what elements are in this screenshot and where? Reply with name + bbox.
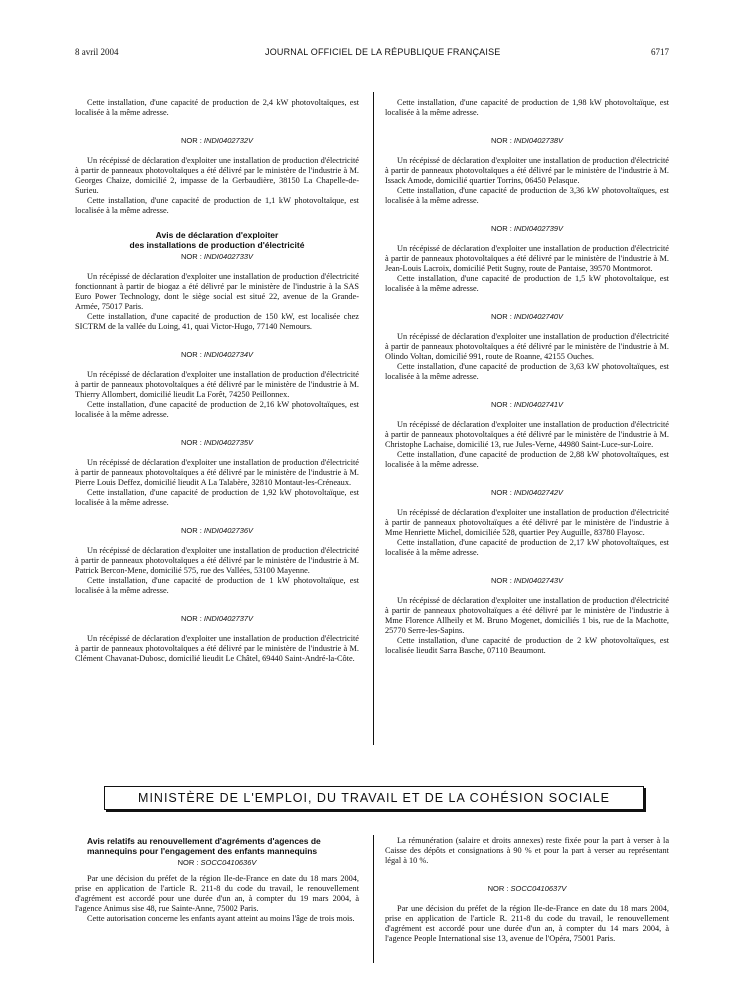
paragraph: Cette installation, d'une capacité de production de 2,16 kW photovoltaïques, est localisée à la même adresse. xyxy=(75,400,359,419)
paragraph: Un récépissé de déclaration d'exploiter une installation de production d'électricité à partir de panneaux photovoltaïques a été délivré par le ministère de l'industrie à M. Jean-Louis Lacroix, domicilié Petit Sugny, route de Pantaise, 39570 Montmorot. xyxy=(385,244,669,273)
nor-reference: NOR : INDI0402732V xyxy=(180,136,254,145)
paragraph: Cette installation, d'une capacité de production de 1 kW photovoltaïque, est localisée à la même adresse. xyxy=(75,576,359,595)
nor-reference: NOR : INDI0402737V xyxy=(180,614,254,623)
nor-reference: NOR : INDI0402736V xyxy=(180,526,254,535)
page-number: 6717 xyxy=(651,47,669,57)
lower-left-column xyxy=(75,836,359,924)
paragraph: Un récépissé de déclaration d'exploiter une installation de production d'électricité à partir de panneaux photovoltaïques a été délivré par le ministère de l'industrie à M. Pierre Louis Deffez, domicilié lieudit A La Talabère, 32810 Montaut-les-Créneaux. xyxy=(75,458,359,487)
paragraph: Cette installation, d'une capacité de production de 2,88 kW photovoltaïques, est localisée à la même adresse. xyxy=(385,450,669,469)
paragraph: Un récépissé de déclaration d'exploiter une installation de production d'électricité à partir de panneaux photovoltaïques a été délivré par le ministère de l'industrie à M. Christophe Lachaise, domicilié 13, rue Jules-Verne, 44980 Saint-Luce-sur-Loire. xyxy=(385,420,669,449)
nor-reference: NOR : INDI0402739V xyxy=(490,224,564,233)
lower-right-column xyxy=(385,836,669,944)
section-title: Avis relatifs au renouvellement d'agréments d'agences de mannequins pour l'engagement des enfants mannequins xyxy=(87,836,321,856)
paragraph: Un récépissé de déclaration d'exploiter une installation de production d'électricité à partir de panneaux photovoltaïques a été délivré par le ministère de l'industrie à M. Issack Amode, domicilié quartier Torrins, 06450 Pelasque. xyxy=(385,156,669,185)
paragraph: Un récépissé de déclaration d'exploiter une installation de production d'électricité à partir de panneaux photovoltaïques a été délivré par le ministère de l'industrie à M. Patrick Bercon-Mene, domicilié 575, rue des Vallées, 53100 Mayenne. xyxy=(75,546,359,575)
paragraph: Cette installation, d'une capacité de production de 1,92 kW photovoltaïque, est localisée à la même adresse. xyxy=(75,488,359,507)
paragraph: Cette installation, d'une capacité de production de 2,4 kW photovoltaïques, est localisée à la même adresse. xyxy=(75,98,359,117)
nor-reference: NOR : INDI0402735V xyxy=(180,438,254,447)
paragraph: Cette installation, d'une capacité de production de 3,63 kW photovoltaïques, est localisée à la même adresse. xyxy=(385,362,669,381)
left-column xyxy=(75,98,359,664)
paragraph: La rémunération (salaire et droits annexes) reste fixée pour la part à verser à la Caisse des dépôts et consignations à 90 % et pour la part à verser au représentant légal à 10 %. xyxy=(385,836,669,865)
issue-date: 8 avril 2004 xyxy=(75,47,119,57)
right-column xyxy=(385,98,669,656)
journal-title: JOURNAL OFFICIEL DE LA RÉPUBLIQUE FRANÇAISE xyxy=(265,47,501,57)
paragraph: Cette installation, d'une capacité de production de 1,1 kW photovoltaïque, est localisée à la même adresse. xyxy=(75,196,359,215)
paragraph: Cette autorisation concerne les enfants ayant atteint au moins l'âge de trois mois. xyxy=(87,914,355,923)
paragraph: Cette installation, d'une capacité de production de 1,5 kW photovoltaïque, est localisée à la même adresse. xyxy=(385,274,669,293)
paragraph: Cette installation, d'une capacité de production de 2,17 kW photovoltaïques, est localisée à la même adresse. xyxy=(385,538,669,557)
paragraph: Un récépissé de déclaration d'exploiter une installation de production d'électricité à partir de panneaux photovoltaïques a été délivré par le ministère de l'industrie à Mme Florence Allheily et M. Bruno Mogenet, domiciliés 1 bis, rue de la Machotte, 25770 Serre-les-Sapins. xyxy=(385,596,669,635)
nor-reference: NOR : INDI0402738V xyxy=(490,136,564,145)
nor-reference: NOR : INDI0402743V xyxy=(490,576,564,585)
ministry-banner: MINISTÈRE DE L'EMPLOI, DU TRAVAIL ET DE LA COHÉSION SOCIALE xyxy=(104,786,644,810)
nor-reference: NOR : INDI0402734V xyxy=(180,350,254,359)
paragraph: Un récépissé de déclaration d'exploiter une installation de production d'électricité à partir de panneaux photovoltaïques a été délivré par le ministère de l'industrie à Mme Henriette Michel, domiciliée 528, quartier Pey Auguille, 83780 Flayosc. xyxy=(385,508,669,537)
paragraph: Un récépissé de déclaration d'exploiter une installation de production d'électricité à partir de panneaux photovoltaïques a été délivré par le ministère de l'industrie à M. Georges Chaize, domicilié 2, impasse de la Gerbaudière, 38150 La Chapelle-de-Surieu. xyxy=(75,156,359,195)
paragraph: Un récépissé de déclaration d'exploiter une installation de production d'électricité à partir de panneaux photovoltaïques a été délivré par le ministère de l'industrie à M. Clément Chavanat-Dubosc, domicilié lieudit Le Châtel, 69440 Saint-André-la-Côte. xyxy=(75,634,359,663)
column-divider-top xyxy=(373,92,374,745)
paragraph: Par une décision du préfet de la région Ile-de-France en date du 18 mars 2004, prise en application de l'article R. 211-8 du code du travail, le renouvellement d'agrément est accordé pour une durée d'un an, à compter du 14 mars 2004, à l'agence People International sise 13, avenue de l'Opéra, 75001 Paris. xyxy=(385,904,669,943)
paragraph: Cette installation, d'une capacité de production de 2 kW photovoltaïques, est localisée lieudit Sarra Basche, 07110 Beaumont. xyxy=(385,636,669,655)
nor-reference: NOR : INDI0402742V xyxy=(490,488,564,497)
column-divider-bottom xyxy=(373,835,374,963)
nor-reference: NOR : SOCC0410637V xyxy=(487,884,567,893)
paragraph: Cette installation, d'une capacité de production de 3,36 kW photovoltaïques, est localisée à la même adresse. xyxy=(385,186,669,205)
section-title: Avis de déclaration d'exploiter des installations de production d'électricité xyxy=(129,230,305,250)
paragraph: Cette installation, d'une capacité de production de 1,98 kW photovoltaïque, est localisée à la même adresse. xyxy=(385,98,669,117)
paragraph: Un récépissé de déclaration d'exploiter une installation de production d'électricité à partir de panneaux photovoltaïques a été délivré par le ministère de l'industrie à M. Olindo Voltan, domicilié 991, route de Roanne, 42155 Ouches. xyxy=(385,332,669,361)
nor-reference: NOR : INDI0402741V xyxy=(490,400,564,409)
paragraph: Un récépissé de déclaration d'exploiter une installation de production d'électricité à partir de panneaux photovoltaïques a été délivré par le ministère de l'industrie à M. Thierry Allombert, domicilié lieudit La Forêt, 74250 Peillonnex. xyxy=(75,370,359,399)
nor-reference: NOR : INDI0402740V xyxy=(490,312,564,321)
page-header xyxy=(75,47,669,61)
nor-reference: NOR : INDI0402733V xyxy=(180,252,254,261)
nor-reference: NOR : SOCC0410636V xyxy=(177,858,257,867)
paragraph: Un récépissé de déclaration d'exploiter une installation de production d'électricité fonctionnant à partir de biogaz a été délivré par le ministère de l'industrie à la SAS Euro Power Technology, dont le siège social est situé 22, avenue de la Grande-Armée, 75017 Paris. xyxy=(75,272,359,311)
paragraph: Par une décision du préfet de la région Ile-de-France en date du 18 mars 2004, prise en application de l'article R. 211-8 du code du travail, le renouvellement d'agrément est accordé pour une durée d'un an, à compter du 19 mars 2004, à l'agence Animus sise 48, rue Sainte-Anne, 75002 Paris. xyxy=(75,874,359,913)
paragraph: Cette installation, d'une capacité de production de 150 kW, est localisée chez SICTRM de la vallée du Loing, 41, quai Victor-Hugo, 77140 Nemours. xyxy=(75,312,359,331)
